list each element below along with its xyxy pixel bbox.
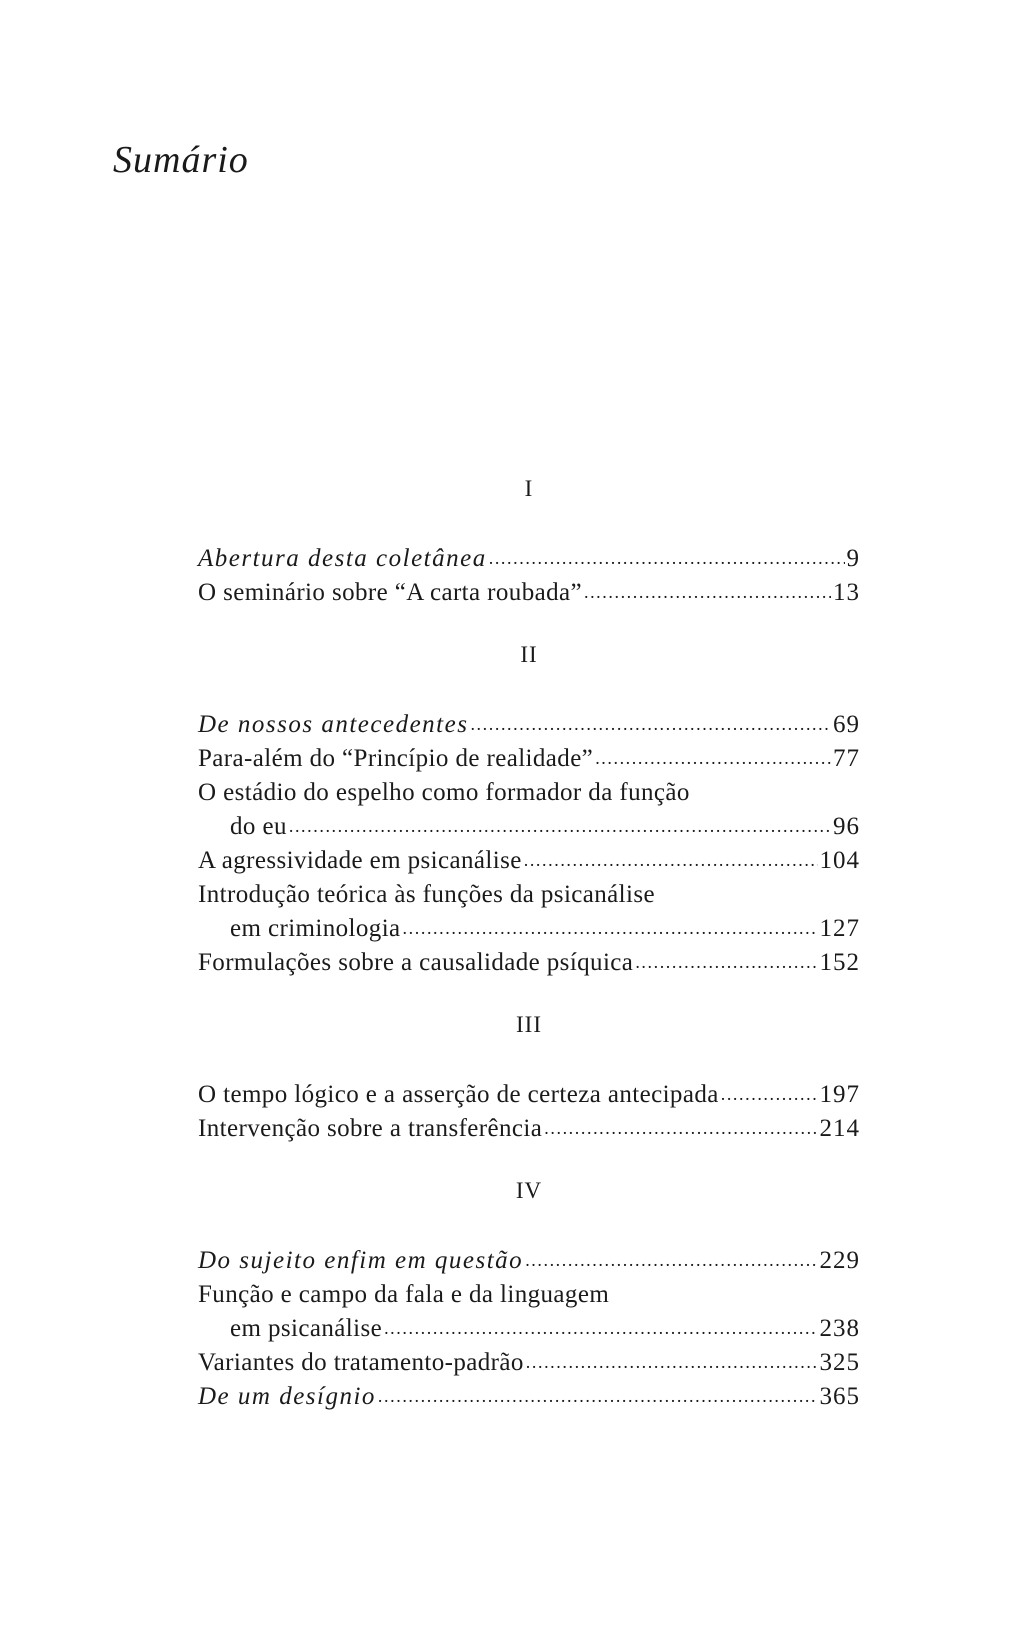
section-2	[198, 638, 860, 980]
page-number: 104	[819, 847, 860, 874]
toc-entry[interactable]	[198, 1278, 860, 1346]
dot-leader	[635, 945, 817, 979]
entry-title: Abertura desta coletânea	[198, 545, 487, 572]
section-numeral: IV	[515, 1178, 543, 1203]
entry-title-line1: Introdução teórica às funções da psicanálise	[198, 881, 655, 908]
entry-title-line2: em psicanálise	[230, 1315, 383, 1342]
dot-leader	[378, 1379, 818, 1413]
dot-leader	[525, 1243, 817, 1277]
entry-title: Variantes do tratamento-padrão	[198, 1349, 524, 1376]
section-numeral: I	[524, 476, 534, 501]
section-3	[198, 1008, 860, 1146]
toc-entry[interactable]	[198, 1078, 860, 1112]
page-number: 229	[819, 1247, 860, 1274]
dot-leader	[384, 1311, 817, 1345]
page-title: Sumário	[113, 139, 249, 181]
entry-title: De nossos antecedentes	[198, 711, 469, 738]
dot-leader	[403, 911, 818, 945]
page-number: 69	[833, 711, 860, 738]
page-number: 96	[833, 813, 860, 840]
dot-leader	[544, 1111, 817, 1145]
entry-title: O tempo lógico e a asserção de certeza antecipada	[198, 1081, 719, 1108]
page-number: 77	[833, 745, 860, 772]
page-number: 238	[819, 1315, 860, 1342]
page-number: 13	[833, 579, 860, 606]
page-number: 197	[819, 1081, 860, 1108]
section-numeral: III	[516, 1012, 542, 1037]
dot-leader	[721, 1077, 818, 1111]
page-number: 152	[819, 949, 860, 976]
toc-entry[interactable]	[198, 844, 860, 878]
dot-leader	[289, 809, 831, 843]
page-number: 9	[846, 545, 860, 572]
entry-title: Do sujeito enfim em questão	[198, 1247, 524, 1274]
toc-entry[interactable]	[198, 1346, 860, 1380]
dot-leader	[584, 575, 831, 609]
dot-leader	[526, 1345, 818, 1379]
dot-leader	[489, 541, 845, 575]
toc-entry[interactable]	[198, 542, 860, 576]
entry-title: O seminário sobre “A carta roubada”	[198, 579, 582, 606]
entry-title: A agressividade em psicanálise	[198, 847, 522, 874]
toc-entry[interactable]	[198, 878, 860, 946]
entry-title: Para-além do “Princípio de realidade”	[198, 745, 594, 772]
toc-entry[interactable]	[198, 1244, 860, 1278]
page-number: 365	[819, 1383, 860, 1410]
section-4	[198, 1174, 860, 1414]
entry-title: Intervenção sobre a transferência	[198, 1115, 543, 1142]
entry-title-line1: Função e campo da fala e da linguagem	[198, 1281, 610, 1308]
toc-entry[interactable]	[198, 1380, 860, 1414]
entry-title: Formulações sobre a causalidade psíquica	[198, 949, 634, 976]
toc-entry[interactable]	[198, 576, 860, 610]
page-number: 214	[819, 1115, 860, 1142]
toc-entry[interactable]	[198, 708, 860, 742]
entry-title-line2: em criminologia	[230, 915, 401, 942]
dot-leader	[524, 843, 818, 877]
page-number: 127	[819, 915, 860, 942]
toc-entry[interactable]	[198, 1112, 860, 1146]
dot-leader	[595, 741, 831, 775]
section-numeral: II	[520, 642, 538, 667]
toc-entry[interactable]	[198, 742, 860, 776]
dot-leader	[470, 707, 831, 741]
section-1	[198, 472, 860, 610]
entry-title-line2: do eu	[230, 813, 287, 840]
entry-title: De um desígnio	[198, 1383, 376, 1410]
toc-entry[interactable]	[198, 946, 860, 980]
table-of-contents	[198, 472, 860, 1414]
toc-entry[interactable]	[198, 776, 860, 844]
entry-title-line1: O estádio do espelho como formador da função	[198, 779, 690, 806]
page-number: 325	[819, 1349, 860, 1376]
